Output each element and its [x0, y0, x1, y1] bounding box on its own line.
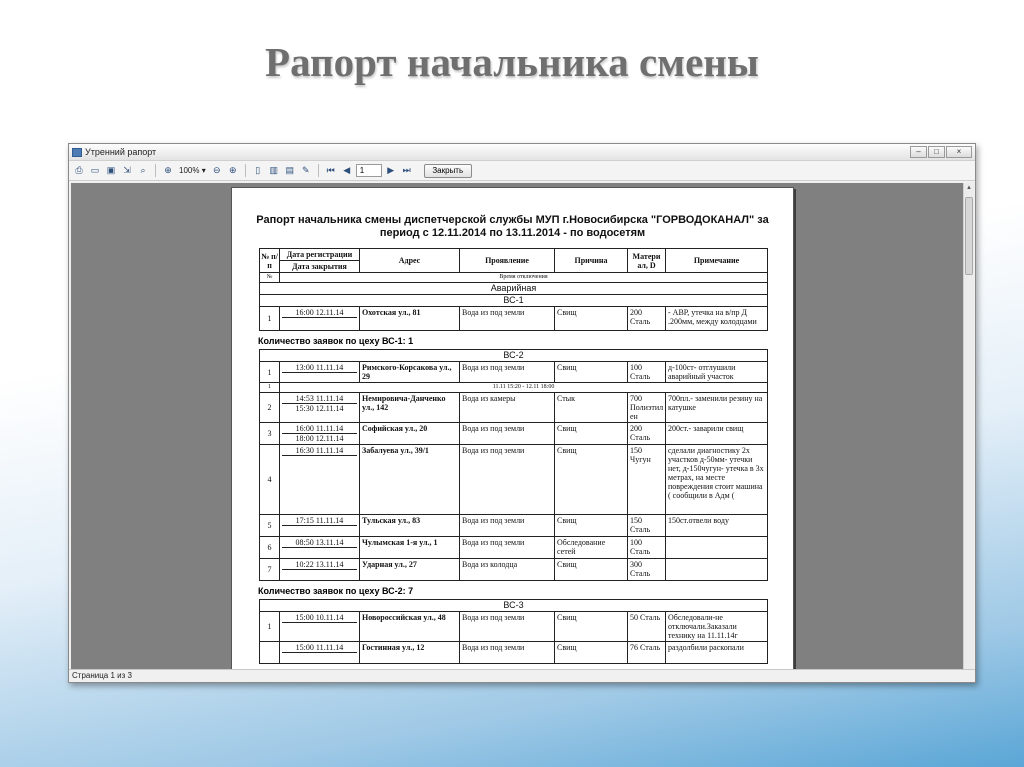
row-manifestation: Вода из под земли — [460, 642, 555, 664]
report-table — [259, 349, 768, 581]
row-material: 150 Чугун — [628, 445, 666, 515]
find-icon[interactable]: ⌕ — [140, 165, 146, 175]
section-subtitle: ВС-1 — [260, 295, 768, 307]
section-title: Аварийная — [260, 283, 768, 295]
table-row[interactable] — [260, 362, 768, 383]
row-reg-date: 10:22 13.11.14 — [282, 560, 357, 570]
row-dates — [280, 642, 360, 664]
row-num: 1 — [260, 362, 280, 383]
table-subheader-row — [260, 273, 768, 283]
toolbar-separator — [155, 164, 156, 177]
off-time-row — [260, 383, 768, 393]
row-dates — [280, 612, 360, 642]
row-note: раздолбили раскопали — [666, 642, 768, 664]
row-reg-date: 15:00 10.11.14 — [282, 613, 357, 623]
window-title: Утренний рапорт — [85, 147, 157, 157]
row-reason: Свищ — [555, 362, 628, 383]
row-manifestation: Вода из колодца — [460, 559, 555, 581]
row-note — [666, 559, 768, 581]
row-address: Ударная ул., 27 — [360, 559, 460, 581]
row-address: Гостинная ул., 12 — [360, 642, 460, 664]
table-row[interactable] — [260, 537, 768, 559]
row-dates — [280, 393, 360, 423]
row-reason: Свищ — [555, 445, 628, 515]
row-close-date: 18:00 12.11.14 — [295, 434, 344, 443]
row-address: Новороссийская ул., 48 — [360, 612, 460, 642]
header-material: Матери ал, D — [628, 249, 666, 273]
row-num: 6 — [260, 537, 280, 559]
single-page-icon[interactable]: ▯ — [255, 165, 261, 175]
row-num: 1 — [260, 307, 280, 331]
row-reason: Свищ — [555, 515, 628, 537]
header-num: № п/п — [260, 249, 280, 273]
export-icon[interactable]: ⇲ — [123, 165, 131, 175]
row-dates — [280, 445, 360, 515]
toolbar-separator — [318, 164, 319, 177]
row-num: 7 — [260, 559, 280, 581]
row-dates — [280, 307, 360, 331]
row-num: 2 — [260, 393, 280, 423]
toolbar — [69, 161, 975, 181]
previous-page-icon[interactable]: ◀ — [343, 165, 351, 175]
row-reg-date: 17:15 11.11.14 — [282, 516, 357, 526]
row-manifestation: Вода из под земли — [460, 515, 555, 537]
row-reason: Обследование сетей — [555, 537, 628, 559]
subheader-num: № — [260, 273, 280, 283]
maximize-button[interactable]: □ — [928, 146, 945, 158]
open-folder-icon[interactable]: ▭ — [90, 165, 100, 175]
row-reg-date: 16:00 11.11.14 — [282, 424, 357, 434]
row-address: Охотская ул., 81 — [360, 307, 460, 331]
report-page — [231, 187, 794, 669]
row-reg-date: 16:30 11.11.14 — [282, 446, 357, 456]
row-manifestation: Вода из под земли — [460, 362, 555, 383]
row-address: Софийская ул., 20 — [360, 423, 460, 445]
row-material: 150 Сталь — [628, 515, 666, 537]
header-note: Примечание — [666, 249, 768, 273]
table-row[interactable] — [260, 612, 768, 642]
app-icon — [72, 148, 82, 157]
off-time-value: 11.11 15:20 - 12.11 18:00 — [280, 383, 768, 393]
row-note: д-100ст- отглушили аварийный участок — [666, 362, 768, 383]
row-reg-date: 16:00 12.11.14 — [282, 308, 357, 318]
header-close-date: Дата закрытия — [280, 261, 360, 273]
zoom-in-icon[interactable]: ⊕ — [228, 165, 237, 175]
row-manifestation: Вода из под земли — [460, 307, 555, 331]
page-count-status: Страница 1 из 3 — [72, 671, 132, 680]
page-number-input[interactable]: 1 — [356, 164, 382, 177]
row-manifestation: Вода из под земли — [460, 537, 555, 559]
header-reason: Причина — [555, 249, 628, 273]
row-dates — [280, 362, 360, 383]
row-note: 200ст.- заварили свищ — [666, 423, 768, 445]
header-address: Адрес — [360, 249, 460, 273]
row-dates — [280, 515, 360, 537]
table-row[interactable] — [260, 559, 768, 581]
close-window-button[interactable]: × — [946, 146, 972, 158]
header-manifestation: Проявление — [460, 249, 555, 273]
row-material: 200 Сталь — [628, 307, 666, 331]
row-num: 4 — [260, 445, 280, 515]
row-manifestation: Вода из под земли — [460, 612, 555, 642]
last-page-icon[interactable]: ⏭ — [402, 165, 411, 175]
multi-page-icon[interactable]: ▥ — [269, 165, 278, 175]
table-row[interactable] — [260, 423, 768, 445]
section-title-row — [260, 283, 768, 295]
subheader-off-time: Время отключения — [280, 273, 768, 283]
row-note: - АВР, утечка на в/пр Д .200мм, между колодцами — [666, 307, 768, 331]
table-row[interactable] — [260, 393, 768, 423]
scroll-thumb[interactable] — [965, 197, 973, 275]
toolbar-separator — [245, 164, 246, 177]
table-row[interactable] — [260, 307, 768, 331]
section-subtitle-row — [260, 600, 768, 612]
report-table — [259, 248, 768, 331]
row-address: Чулымская 1-я ул., 1 — [360, 537, 460, 559]
row-material: 300 Сталь — [628, 559, 666, 581]
row-reason: Стык — [555, 393, 628, 423]
row-address: Тульская ул., 83 — [360, 515, 460, 537]
off-time-num: 1 — [260, 383, 280, 393]
table-row[interactable] — [260, 642, 768, 664]
row-reason: Свищ — [555, 307, 628, 331]
row-num — [260, 642, 280, 664]
section-count: Количество заявок по цеху ВС-1: 1 — [258, 336, 414, 346]
row-reg-date: 08:50 13.11.14 — [282, 538, 357, 548]
zoom-select[interactable]: 100% ▾ — [179, 166, 206, 175]
table-header-row — [260, 249, 768, 261]
zoom-icon[interactable]: ⊕ — [164, 165, 172, 175]
table-row[interactable] — [260, 445, 768, 515]
slide-title: Рапорт начальника смены — [265, 39, 759, 85]
first-page-icon[interactable]: ⏮ — [326, 165, 335, 175]
row-material: 700 Полиэтил ен — [628, 393, 666, 423]
row-reg-date: 14:53 11.11.14 — [282, 394, 357, 404]
row-reg-date: 15:00 11.11.14 — [282, 643, 357, 653]
section-subtitle-row — [260, 350, 768, 362]
header-reg-date: Дата регистрации — [280, 249, 360, 261]
report-window — [68, 143, 976, 683]
zoom-value: 100% — [179, 166, 200, 175]
scroll-up-icon[interactable]: ▲ — [966, 185, 972, 191]
row-num: 1 — [260, 612, 280, 642]
minimize-button[interactable]: – — [910, 146, 927, 158]
table-row[interactable] — [260, 515, 768, 537]
edit-icon[interactable]: ✎ — [301, 165, 310, 175]
row-reason: Свищ — [555, 642, 628, 664]
row-note — [666, 537, 768, 559]
report-title: Рапорт начальника смены диспетчерской службы МУП г.Новосибирска "ГОРВОДОКАНАЛ" за период с 12.11.2014 по 13.11.2014 - по водосетям — [256, 214, 769, 239]
row-manifestation: Вода из камеры — [460, 393, 555, 423]
row-dates — [280, 423, 360, 445]
zoom-out-icon[interactable]: ⊖ — [212, 165, 221, 175]
save-icon[interactable]: ▣ — [106, 165, 116, 175]
row-material: 50 Сталь — [628, 612, 666, 642]
row-dates — [280, 537, 360, 559]
row-manifestation: Вода из под земли — [460, 423, 555, 445]
row-address: Римского-Корсакова ул., 29 — [360, 362, 460, 383]
row-note: Обследовали-не отключали.Заказали технику на 11.11.14г — [666, 612, 768, 642]
section-subtitle-row — [260, 295, 768, 307]
row-material: 76 Сталь — [628, 642, 666, 664]
row-reg-date: 13:00 11.11.14 — [282, 363, 357, 373]
row-reason: Свищ — [555, 423, 628, 445]
row-close-date: 15:30 12.11.14 — [295, 404, 344, 413]
row-material: 100 Сталь — [628, 362, 666, 383]
row-dates — [280, 559, 360, 581]
section-subtitle: ВС-3 — [260, 600, 768, 612]
row-note: 700пл.- заменили резину на катушке — [666, 393, 768, 423]
row-manifestation: Вода из под земли — [460, 445, 555, 515]
row-note: 150ст.отвели воду — [666, 515, 768, 537]
window-titlebar[interactable] — [69, 144, 975, 161]
row-material: 100 Сталь — [628, 537, 666, 559]
close-button[interactable]: Закрыть — [424, 164, 472, 178]
vertical-scrollbar[interactable] — [963, 183, 974, 669]
report-viewer[interactable] — [71, 183, 964, 669]
row-note: сделали диагностику 2х участков д-50мм- утечки нет, д-150чугун- утечка в 3х метрах, на месте повреждения стоит машина ( сообщили в Адм ( — [666, 445, 768, 515]
section-count: Количество заявок по цеху ВС-2: 7 — [258, 586, 414, 596]
row-num: 3 — [260, 423, 280, 445]
row-num: 5 — [260, 515, 280, 537]
report-table — [259, 599, 768, 664]
page-setup-icon[interactable]: ▤ — [285, 165, 294, 175]
row-address: Забалуева ул., 39/1 — [360, 445, 460, 515]
section-subtitle: ВС-2 — [260, 350, 768, 362]
row-material: 200 Сталь — [628, 423, 666, 445]
print-icon[interactable]: ⎙ — [75, 165, 83, 175]
row-address: Немировича-Данченко ул., 142 — [360, 393, 460, 423]
next-page-icon[interactable]: ▶ — [387, 165, 395, 175]
status-bar — [69, 669, 975, 682]
row-reason: Свищ — [555, 559, 628, 581]
row-reason: Свищ — [555, 612, 628, 642]
